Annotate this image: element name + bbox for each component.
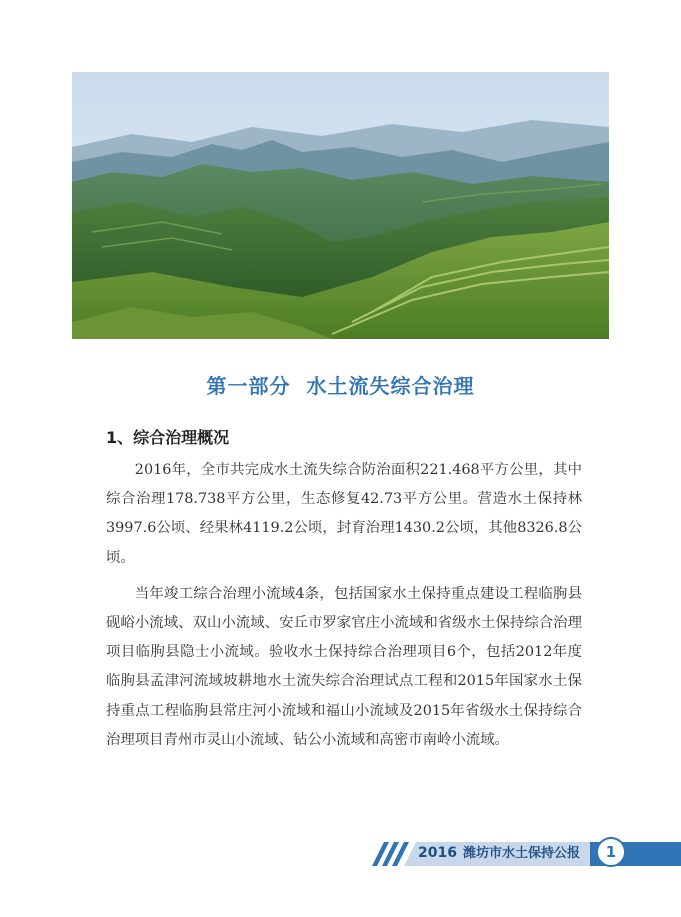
body-text (106, 456, 582, 762)
page-number: 1 (596, 837, 626, 867)
footer-year: 2016 (418, 845, 457, 861)
footer-title (418, 842, 580, 861)
paragraph-2: 当年竣工综合治理小流域4条，包括国家水土保持重点建设工程临朐县砚峪小流域、双山小流域、安丘市罗家官庄小流域和省级水土保持综合治理项目临朐县隐士小流域。验收水土保持综合治理项目6个，包括2012年度临朐县孟津河流域坡耕地水土流失综合治理试点工程和2015年国家水土保持重点工程临朐县常庄河小流域和福山小流域及2015年省级水土保持综合治理项目青州市灵山小流域、钻公小流域和高密市南岭小流域。 (106, 585, 582, 748)
mountain-terraces-photo (72, 72, 609, 339)
hero-photo (72, 72, 609, 339)
part-title-number: 第一部分 (206, 374, 291, 398)
section-heading: 1、综合治理概况 (106, 428, 230, 447)
page-footer (0, 836, 681, 866)
paragraph-1: 2016年，全市共完成水土流失综合防治面积221.468平方公里，其中综合治理178.738平方公里，生态修复42.73平方公里。营造水土保持林3997.6公顷、经果林4119.2公顷，封育治理1430.2公顷，其他8326.8公顷。 (106, 462, 582, 566)
footer-report-name: 潍坊市水土保持公报 (462, 846, 580, 861)
part-title (0, 370, 681, 399)
part-title-subject: 水土流失综合治理 (306, 374, 475, 398)
